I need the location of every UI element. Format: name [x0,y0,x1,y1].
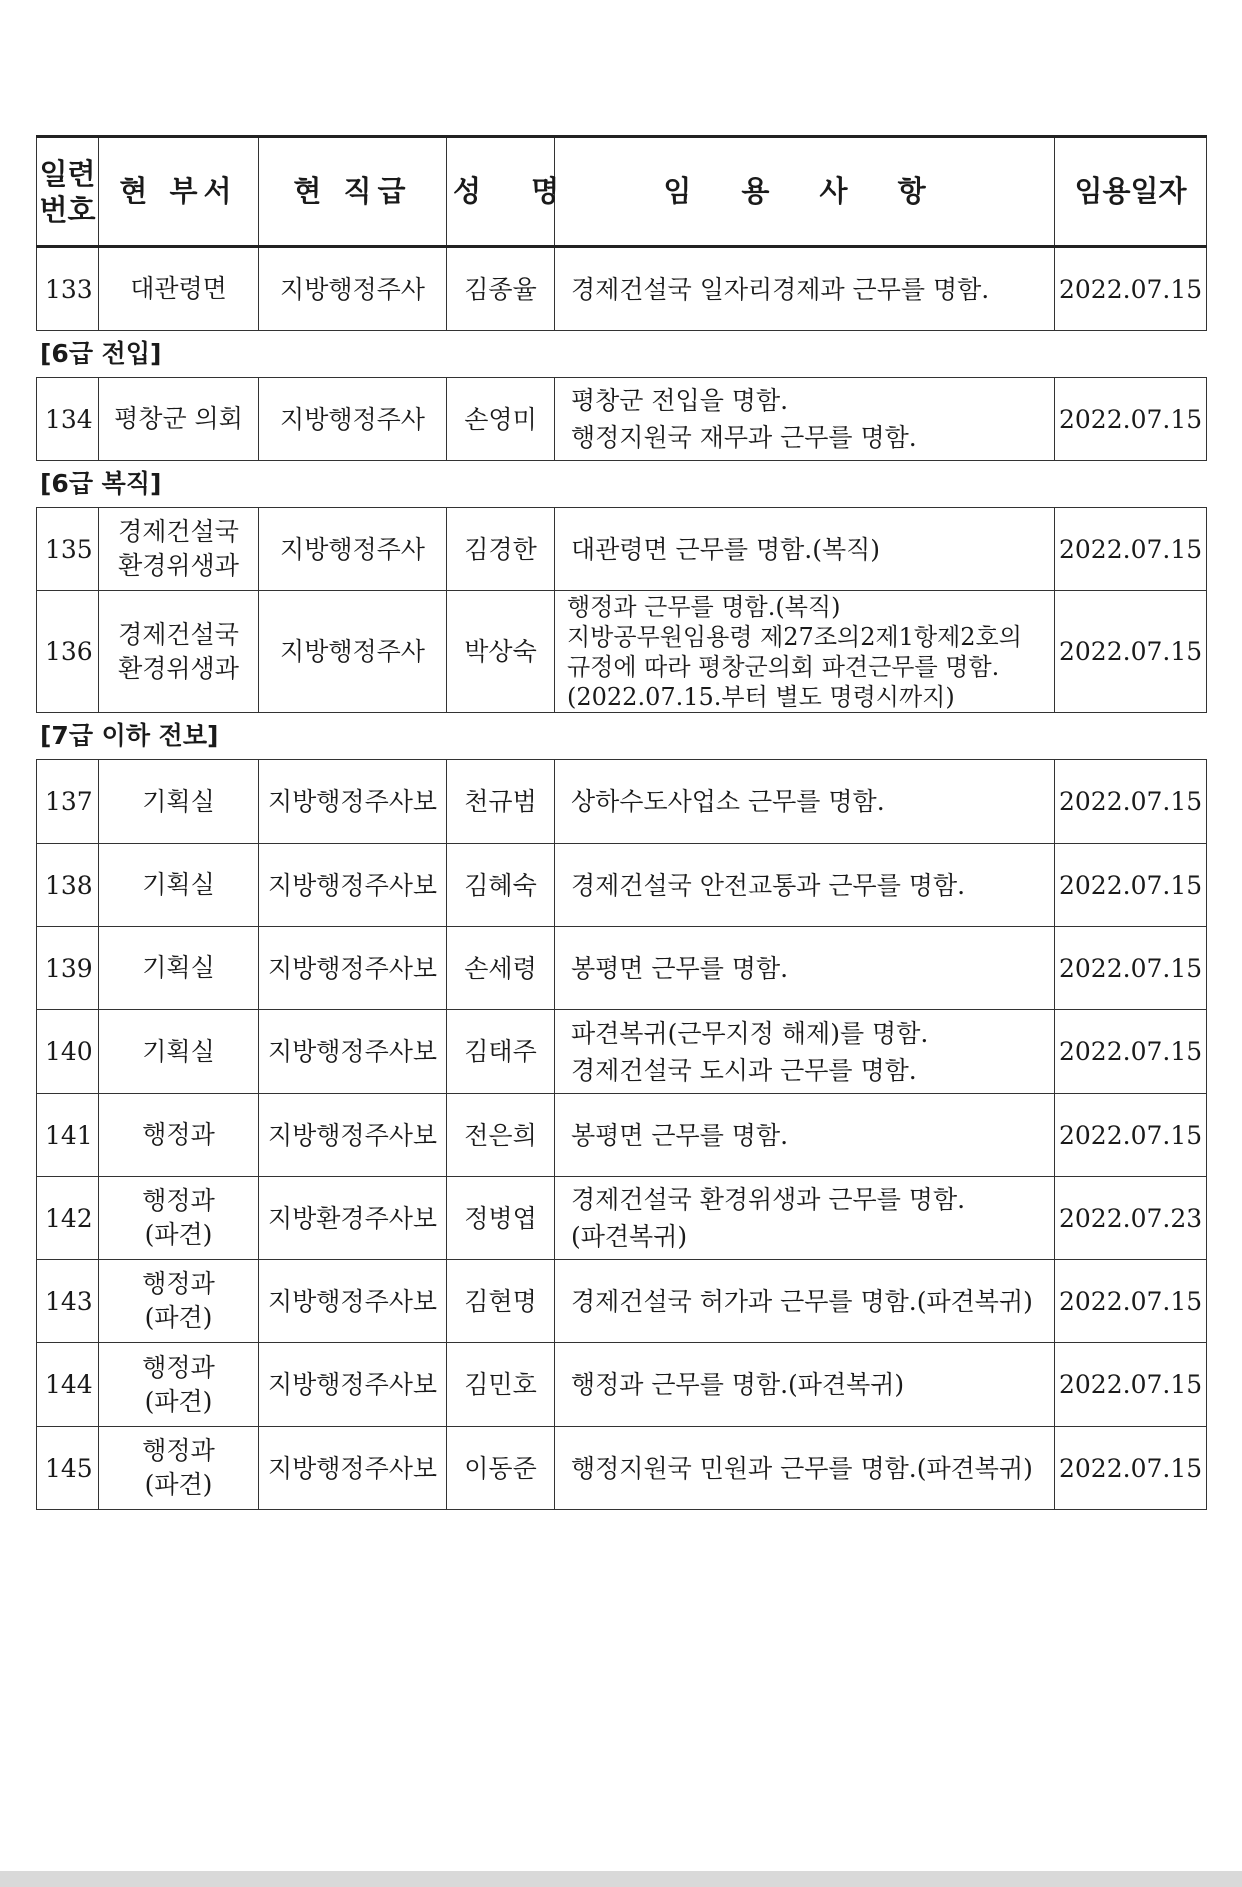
appointment-detail-line: 경제건설국 안전교통과 근무를 명함. [571,870,966,900]
cell-current-department [99,844,259,927]
appointment-detail-line: 대관령면 근무를 명함.(복직) [571,534,880,564]
department-line: 행정과 [142,1269,215,1298]
table-header-row [37,137,1207,247]
appointment-detail-line: (2022.07.15.부터 별도 명령시까지) [567,682,955,711]
cell-current-department [99,760,259,844]
cell-appointment-details [555,927,1055,1010]
appointment-table-grade6-reinstatement [36,507,1207,713]
cell-serial-number: 145 [37,1427,99,1510]
department-line: 기획실 [142,786,215,816]
table-row [37,1427,1207,1510]
cell-appointment-date: 2022.07.15 [1055,1343,1207,1427]
appointment-detail-line: 규정에 따라 평창군의회 파견근무를 명함. [567,652,1000,681]
cell-serial-number: 139 [37,927,99,1010]
cell-current-grade: 지방행정주사 [259,591,447,713]
table-body-group-1 [37,247,1207,331]
department-line: 경제건설국 [118,619,239,649]
cell-name: 김혜숙 [447,844,555,927]
cell-current-department [99,1177,259,1260]
cell-name: 전은희 [447,1094,555,1177]
page-bottom-bar [0,1871,1242,1887]
cell-appointment-date: 2022.07.15 [1055,760,1207,844]
cell-appointment-details [555,1094,1055,1177]
appointment-table-grade7-below-transfer [36,759,1207,1510]
appointment-detail-line: 평창군 전입을 명함. [571,386,789,415]
cell-appointment-date: 2022.07.15 [1055,591,1207,713]
table-row [37,1343,1207,1427]
cell-current-department [99,591,259,713]
cell-current-department [99,1343,259,1427]
table-row [37,508,1207,591]
table-row [37,1260,1207,1343]
table-row [37,247,1207,331]
cell-serial-number: 141 [37,1094,99,1177]
cell-serial-number: 134 [37,378,99,461]
department-line: 평창군 의회 [114,404,243,433]
appointment-detail-line: 경제건설국 환경위생과 근무를 명함. [571,1185,966,1214]
cell-appointment-date: 2022.07.23 [1055,1177,1207,1260]
department-line: 경제건설국 [118,517,239,546]
cell-current-department [99,378,259,461]
cell-current-grade: 지방행정주사 [259,378,447,461]
cell-current-grade: 지방행정주사보 [259,844,447,927]
cell-current-grade: 지방행정주사보 [259,760,447,844]
header-appointment-details: 임 용 사 항 [555,137,1055,247]
table-row [37,927,1207,1010]
department-line: (파견) [144,1303,213,1332]
department-line: (파견) [144,1386,213,1416]
cell-current-department [99,247,259,331]
cell-name: 김민호 [447,1343,555,1427]
table-row [37,760,1207,844]
cell-current-department [99,1094,259,1177]
table-body-group-2 [37,378,1207,461]
cell-appointment-details [555,247,1055,331]
department-line: 기획실 [142,870,215,899]
cell-appointment-details [555,378,1055,461]
appointment-detail-line: 행정과 근무를 명함.(복직) [567,592,841,621]
section-title-grade7-below-transfer: [7급 이하 전보] [40,721,219,750]
cell-current-grade: 지방행정주사보 [259,1094,447,1177]
cell-name: 손세령 [447,927,555,1010]
department-line: 행정과 [142,1352,215,1382]
cell-current-grade: 지방행정주사보 [259,1010,447,1094]
cell-appointment-date: 2022.07.15 [1055,247,1207,331]
table-row [37,844,1207,927]
cell-current-department [99,1010,259,1094]
section-title-grade6-reinstatement: [6급 복직] [40,469,162,498]
table-row [37,378,1207,461]
cell-appointment-date: 2022.07.15 [1055,378,1207,461]
cell-appointment-details [555,1260,1055,1343]
section-title-grade6-transfer-in: [6급 전입] [40,339,162,368]
cell-name: 김현명 [447,1260,555,1343]
department-line: (파견) [144,1220,213,1249]
cell-appointment-date: 2022.07.15 [1055,1094,1207,1177]
cell-serial-number: 133 [37,247,99,331]
header-name: 성 명 [447,137,555,247]
appointment-table-grade6-transfer-in [36,377,1207,461]
header-appointment-date: 임용일자 [1055,137,1207,247]
table-row [37,1094,1207,1177]
cell-appointment-details [555,844,1055,927]
cell-name: 이동준 [447,1427,555,1510]
appointment-document [36,135,1206,1510]
cell-current-grade: 지방환경주사보 [259,1177,447,1260]
cell-current-grade: 지방행정주사보 [259,927,447,1010]
cell-name: 김종율 [447,247,555,331]
department-line: (파견) [144,1470,213,1499]
appointment-detail-line: 경제건설국 허가과 근무를 명함.(파견복귀) [571,1286,1033,1316]
appointment-table-main [36,135,1207,331]
cell-current-grade: 지방행정주사 [259,247,447,331]
cell-name: 정병엽 [447,1177,555,1260]
appointment-detail-line: 상하수도사업소 근무를 명함. [571,787,885,816]
cell-appointment-details [555,1427,1055,1510]
cell-current-grade: 지방행정주사보 [259,1427,447,1510]
cell-appointment-details [555,508,1055,591]
cell-current-department [99,1260,259,1343]
cell-appointment-date: 2022.07.15 [1055,1010,1207,1094]
department-line: 환경위생과 [118,551,239,580]
table-body-group-3 [37,508,1207,713]
cell-serial-number: 143 [37,1260,99,1343]
appointment-detail-line: 경제건설국 도시과 근무를 명함. [571,1055,917,1085]
cell-name: 김태주 [447,1010,555,1094]
cell-current-department [99,508,259,591]
appointment-detail-line: 봉평면 근무를 명함. [571,953,789,983]
appointment-detail-line: 지방공무원임용령 제27조의2제1항제2호의 [567,622,1022,651]
cell-serial-number: 135 [37,508,99,591]
cell-current-grade: 지방행정주사보 [259,1260,447,1343]
appointment-detail-line: 경제건설국 일자리경제과 근무를 명함. [571,274,990,304]
header-serial-number: 일련 번호 [37,137,99,247]
cell-appointment-date: 2022.07.15 [1055,1427,1207,1510]
cell-appointment-details [555,1177,1055,1260]
cell-name: 천규범 [447,760,555,844]
cell-current-grade: 지방행정주사 [259,508,447,591]
table-row [37,1177,1207,1260]
department-line: 행정과 [142,1120,215,1149]
cell-appointment-details [555,1010,1055,1094]
cell-appointment-date: 2022.07.15 [1055,927,1207,1010]
appointment-detail-line: 행정지원국 재무과 근무를 명함. [571,423,917,452]
appointment-detail-line: 행정지원국 민원과 근무를 명함.(파견복귀) [571,1453,1033,1483]
cell-name: 박상숙 [447,591,555,713]
cell-current-grade: 지방행정주사보 [259,1343,447,1427]
cell-name: 김경한 [447,508,555,591]
cell-appointment-details [555,1343,1055,1427]
department-line: 대관령면 [130,274,227,303]
department-line: 기획실 [142,1036,215,1066]
table-row [37,591,1207,713]
cell-serial-number: 142 [37,1177,99,1260]
cell-serial-number: 138 [37,844,99,927]
cell-appointment-date: 2022.07.15 [1055,1260,1207,1343]
cell-serial-number: 140 [37,1010,99,1094]
table-body-group-4 [37,760,1207,1510]
header-current-grade: 현 직급 [259,137,447,247]
cell-current-department [99,927,259,1010]
cell-current-department [99,1427,259,1510]
department-line: 기획실 [142,953,215,982]
appointment-detail-line: 행정과 근무를 명함.(파견복귀) [571,1370,905,1399]
cell-appointment-date: 2022.07.15 [1055,508,1207,591]
cell-name: 손영미 [447,378,555,461]
department-line: 환경위생과 [118,653,239,683]
cell-serial-number: 137 [37,760,99,844]
appointment-detail-line: 파견복귀(근무지정 해제)를 명함. [571,1018,929,1048]
header-current-department: 현 부서 [99,137,259,247]
cell-appointment-details [555,591,1055,713]
table-row [37,1010,1207,1094]
cell-appointment-details [555,760,1055,844]
department-line: 행정과 [142,1436,215,1465]
cell-appointment-date: 2022.07.15 [1055,844,1207,927]
department-line: 행정과 [142,1186,215,1215]
cell-serial-number: 144 [37,1343,99,1427]
appointment-detail-line: 봉평면 근무를 명함. [571,1120,789,1150]
cell-serial-number: 136 [37,591,99,713]
appointment-detail-line: (파견복귀) [571,1222,688,1251]
